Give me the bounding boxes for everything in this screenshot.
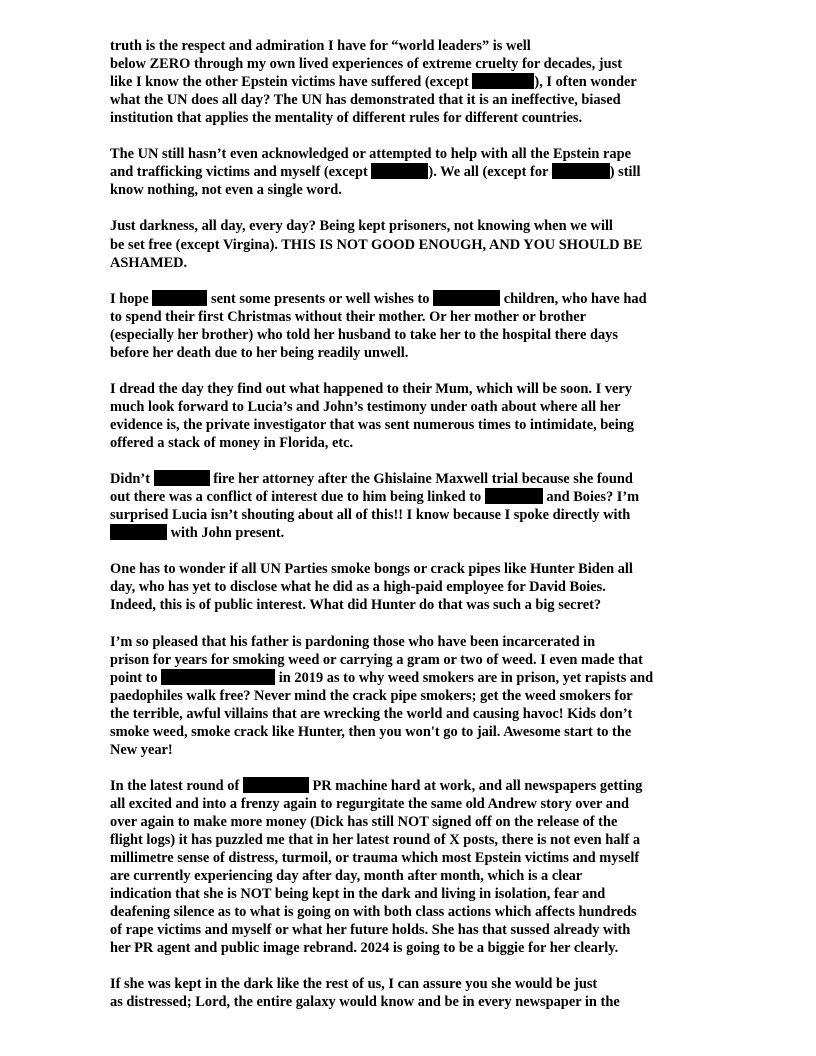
text-line — [110, 885, 710, 903]
text-line — [110, 669, 710, 687]
text-segment: day, who has yet to disclose what he did as a high-paid employee for David Boies. — [110, 579, 606, 596]
redaction-bar — [243, 777, 309, 793]
text-line — [110, 380, 710, 398]
redaction-bar — [110, 524, 167, 540]
text-line — [110, 236, 710, 254]
redaction-bar — [371, 163, 428, 179]
text-segment: ). We all (except for — [428, 164, 552, 181]
paragraph — [110, 975, 710, 1011]
text-segment: I dread the day they find out what happened to their Mum, which will be soon. I very — [110, 380, 632, 397]
text-line — [110, 993, 710, 1011]
text-segment: paedophiles walk free? Never mind the crack pipe smokers; get the weed smokers for — [110, 687, 633, 704]
redaction-bar — [472, 73, 534, 89]
text-line — [110, 181, 710, 199]
text-line — [110, 55, 710, 73]
text-line — [110, 290, 710, 308]
text-segment: what the UN does all day? The UN has demonstrated that it is an ineffective, biased — [110, 92, 621, 109]
redaction-bar — [433, 290, 500, 306]
text-segment: of rape victims and myself or what her future holds. She has that sussed already with — [110, 922, 631, 939]
text-line — [110, 416, 710, 434]
text-segment: and trafficking victims and myself (except — [110, 164, 372, 181]
paragraph — [110, 380, 710, 452]
text-segment: in 2019 as to why weed smokers are in prison, yet rapists and — [275, 669, 654, 686]
paragraph — [110, 145, 710, 199]
redaction-bar — [485, 488, 543, 504]
paragraph — [110, 290, 710, 362]
text-segment: evidence is, the private investigator that was sent numerous times to intimidate, being — [110, 416, 634, 433]
text-line — [110, 813, 710, 831]
text-segment: truth is the respect and admiration I have for “world leaders” is well — [110, 38, 531, 54]
redaction-bar — [154, 470, 210, 486]
text-line — [110, 939, 710, 957]
text-segment: know nothing, not even a single word. — [110, 182, 342, 199]
redaction-bar — [161, 669, 275, 685]
text-line — [110, 163, 710, 181]
text-segment: The UN still hasn’t even acknowledged or attempted to help with all the Epstein rape — [110, 146, 631, 163]
text-segment: prison for years for smoking weed or carrying a gram or two of weed. I even made that — [110, 651, 643, 668]
text-line — [110, 344, 710, 362]
text-segment: PR machine hard at work, and all newspapers getting — [308, 777, 643, 794]
paragraph — [110, 470, 710, 542]
text-line — [110, 705, 710, 723]
text-segment: Didn’t — [110, 471, 154, 488]
text-segment: ) still — [609, 164, 641, 181]
text-line — [110, 308, 710, 326]
text-segment: institution that applies the mentality of different rules for different countries. — [110, 110, 583, 127]
text-line — [110, 849, 710, 867]
text-segment: her PR agent and public image rebrand. 2024 is going to be a biggie for her clearly. — [110, 940, 619, 957]
text-segment: indication that she is NOT being kept in the dark and living in isolation, fear and — [110, 886, 606, 903]
text-segment: smoke weed, smoke crack like Hunter, then you won't go to jail. Awesome start to the — [110, 723, 632, 740]
text-line — [110, 217, 710, 235]
text-line — [110, 903, 710, 921]
text-line — [110, 651, 710, 669]
redaction-bar — [552, 163, 610, 179]
text-segment: Just darkness, all day, every day? Being kept prisoners, not knowing when we will — [110, 218, 613, 235]
text-segment: out there was a conflict of interest due to him being linked to — [110, 489, 485, 506]
text-line — [110, 741, 710, 759]
text-line — [110, 37, 710, 55]
text-line — [110, 578, 710, 596]
text-segment: before her death due to her being readily unwell. — [110, 344, 409, 361]
text-line — [110, 596, 710, 614]
text-line — [110, 777, 710, 795]
text-segment: ), I often wonder — [534, 74, 637, 91]
text-segment: millimetre sense of distress, turmoil, or trauma which most Epstein victims and myself — [110, 850, 640, 867]
document-page — [110, 37, 710, 1030]
text-line — [110, 975, 710, 993]
text-segment: surprised Lucia isn’t shouting about all of this!! I know because I spoke directly with — [110, 507, 631, 524]
text-line — [110, 434, 710, 452]
redaction-bar — [152, 290, 207, 306]
text-segment: Indeed, this is of public interest. What did Hunter do that was such a big secret? — [110, 597, 602, 614]
text-line — [110, 254, 710, 272]
text-line — [110, 506, 710, 524]
text-line — [110, 73, 710, 91]
text-segment: One has to wonder if all UN Parties smoke bongs or crack pipes like Hunter Biden all — [110, 561, 633, 578]
text-segment: much look forward to Lucia’s and John’s testimony under oath about where all her — [110, 398, 621, 415]
text-line — [110, 326, 710, 344]
text-line — [110, 687, 710, 705]
text-segment: sent some presents or well wishes to — [207, 290, 434, 307]
text-line — [110, 109, 710, 127]
text-line — [110, 560, 710, 578]
text-segment: and Boies? I’m — [542, 489, 640, 506]
paragraph — [110, 217, 710, 271]
text-segment: as distressed; Lord, the entire galaxy would know and be in every newspaper in the — [110, 994, 620, 1011]
text-segment: below ZERO through my own lived experiences of extreme cruelty for decades, just — [110, 56, 622, 73]
text-line — [110, 145, 710, 163]
paragraph — [110, 37, 710, 127]
text-line — [110, 91, 710, 109]
text-segment: with John present. — [167, 525, 285, 542]
text-segment: children, who have had — [500, 290, 647, 307]
text-segment: point to — [110, 669, 162, 686]
text-line — [110, 524, 710, 542]
text-segment: If she was kept in the dark like the rest of us, I can assure you she would be just — [110, 976, 598, 993]
text-line — [110, 488, 710, 506]
text-segment: New year! — [110, 741, 173, 758]
text-segment: In the latest round of — [110, 777, 243, 794]
text-segment: be set free (except Virgina). THIS IS NOT GOOD ENOUGH, AND YOU SHOULD BE — [110, 236, 643, 253]
text-line — [110, 867, 710, 885]
text-segment: fire her attorney after the Ghislaine Maxwell trial because she found — [209, 471, 633, 488]
text-segment: like I know the other Epstein victims have suffered (except — [110, 74, 473, 91]
text-segment: all excited and into a frenzy again to regurgitate the same old Andrew story over and — [110, 795, 629, 812]
text-line — [110, 723, 710, 741]
paragraph — [110, 560, 710, 614]
text-line — [110, 398, 710, 416]
text-line — [110, 795, 710, 813]
text-line — [110, 921, 710, 939]
text-line — [110, 470, 710, 488]
paragraph — [110, 633, 710, 759]
paragraph — [110, 777, 710, 957]
text-segment: over again to make more money (Dick has still NOT signed off on the release of the — [110, 814, 618, 831]
text-segment: to spend their first Christmas without their mother. Or her mother or brother — [110, 308, 587, 325]
text-segment: ASHAMED. — [110, 254, 188, 271]
text-segment: (especially her brother) who told her husband to take her to the hospital there days — [110, 326, 618, 343]
text-segment: the terrible, awful villains that are wrecking the world and causing havoc! Kids don’t — [110, 705, 633, 722]
text-segment: are currently experiencing day after day, month after month, which is a clear — [110, 868, 583, 885]
text-segment: offered a stack of money in Florida, etc. — [110, 435, 354, 452]
text-segment: I hope — [110, 290, 153, 307]
text-line — [110, 633, 710, 651]
text-segment: flight logs) it has puzzled me that in her latest round of X posts, there is not even half a — [110, 832, 641, 849]
text-segment: deafening silence as to what is going on with both class actions which affects hundreds — [110, 904, 637, 921]
text-line — [110, 831, 710, 849]
text-segment: I’m so pleased that his father is pardoning those who have been incarcerated in — [110, 633, 596, 650]
